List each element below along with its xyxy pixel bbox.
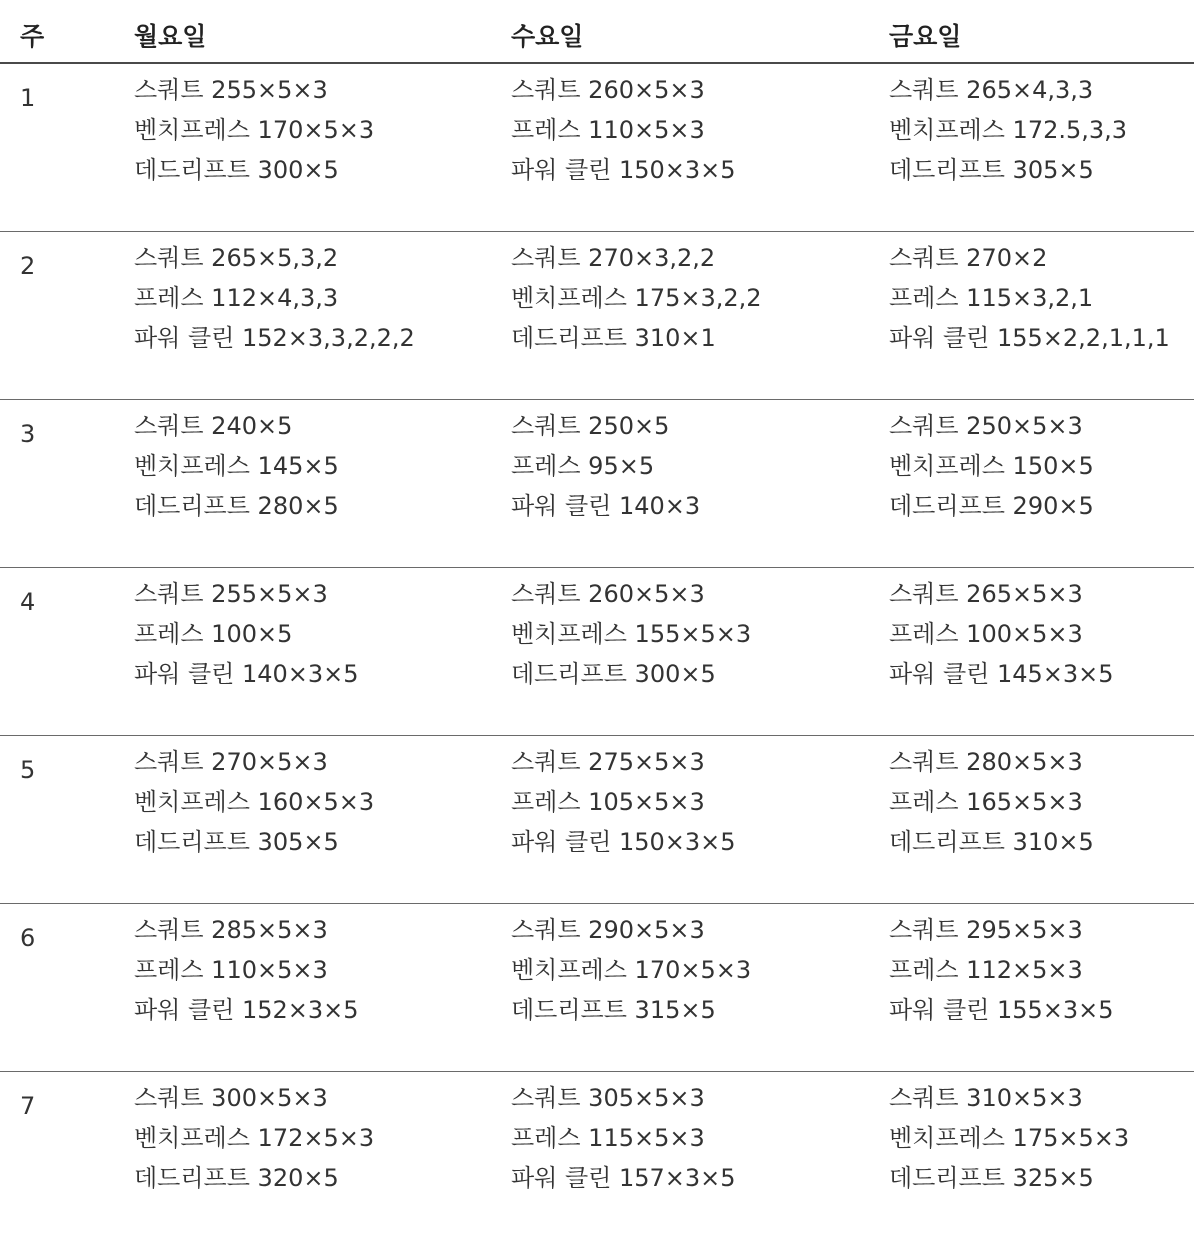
exercise-line: 데드리프트 320×5 [134,1164,339,1192]
exercise-line: 스쿼트 265×5×3 [889,580,1083,608]
exercise-line: 스쿼트 295×5×3 [889,916,1083,944]
monday-cell [134,70,374,190]
exercise-line: 파워 클린 155×3×5 [889,996,1114,1024]
exercise-line: 프레스 115×5×3 [511,1124,705,1152]
exercise-line: 프레스 100×5×3 [889,620,1083,648]
exercise-line: 벤치프레스 145×5 [134,452,339,480]
monday-cell [134,238,415,358]
exercise-line: 파워 클린 145×3×5 [889,660,1114,688]
exercise-line: 스쿼트 290×5×3 [511,916,705,944]
exercise-line: 벤치프레스 155×5×3 [511,620,752,648]
exercise-line: 스쿼트 300×5×3 [134,1084,328,1112]
week-number: 2 [20,252,36,280]
friday-cell [889,70,1127,190]
exercise-line: 스쿼트 265×5,3,2 [134,244,339,272]
exercise-line: 프레스 95×5 [511,452,655,480]
wednesday-cell [511,406,700,526]
exercise-line: 스쿼트 260×5×3 [511,76,705,104]
exercise-line: 스쿼트 270×2 [889,244,1048,272]
exercise-line: 파워 클린 140×3×5 [134,660,359,688]
exercise-line: 스쿼트 265×4,3,3 [889,76,1094,104]
exercise-line: 스쿼트 260×5×3 [511,580,705,608]
exercise-line: 데드리프트 310×1 [511,324,716,352]
monday-cell [134,406,339,526]
exercise-line: 벤치프레스 170×5×3 [511,956,752,984]
table-row [0,568,1194,736]
exercise-line: 스쿼트 275×5×3 [511,748,705,776]
exercise-line: 스쿼트 255×5×3 [134,580,328,608]
exercise-line: 파워 클린 140×3 [511,492,701,520]
wednesday-cell [511,1078,736,1198]
week-number: 5 [20,756,36,784]
week-number: 7 [20,1092,36,1120]
exercise-line: 프레스 112×5×3 [889,956,1083,984]
table-row [0,1072,1194,1239]
exercise-line: 파워 클린 152×3,3,2,2,2 [134,324,415,352]
exercise-line: 데드리프트 300×5 [134,156,339,184]
header-wednesday: 수요일 [511,22,584,51]
exercise-line: 프레스 115×3,2,1 [889,284,1094,312]
friday-cell [889,1078,1129,1198]
friday-cell [889,238,1170,358]
header-week: 주 [20,22,45,51]
week-number: 6 [20,924,36,952]
monday-cell [134,574,359,694]
exercise-line: 스쿼트 250×5 [511,412,670,440]
exercise-line: 프레스 105×5×3 [511,788,705,816]
exercise-line: 데드리프트 290×5 [889,492,1094,520]
exercise-line: 벤치프레스 175×3,2,2 [511,284,762,312]
exercise-line: 파워 클린 157×3×5 [511,1164,736,1192]
exercise-line: 프레스 110×5×3 [511,116,705,144]
monday-cell [134,742,374,862]
exercise-line: 벤치프레스 150×5 [889,452,1094,480]
exercise-line: 파워 클린 150×3×5 [511,156,736,184]
exercise-line: 스쿼트 285×5×3 [134,916,328,944]
exercise-line: 벤치프레스 160×5×3 [134,788,375,816]
friday-cell [889,910,1114,1030]
exercise-line: 스쿼트 310×5×3 [889,1084,1083,1112]
wednesday-cell [511,742,736,862]
wednesday-cell [511,574,751,694]
header-monday: 월요일 [134,22,207,51]
exercise-line: 파워 클린 152×3×5 [134,996,359,1024]
table-row [0,400,1194,568]
friday-cell [889,742,1094,862]
exercise-line: 데드리프트 305×5 [134,828,339,856]
exercise-line: 스쿼트 240×5 [134,412,293,440]
exercise-line: 벤치프레스 172.5,3,3 [889,116,1128,144]
exercise-line: 프레스 100×5 [134,620,293,648]
exercise-line: 스쿼트 255×5×3 [134,76,328,104]
table-row [0,232,1194,400]
table-row [0,736,1194,904]
exercise-line: 프레스 112×4,3,3 [134,284,339,312]
exercise-line: 파워 클린 150×3×5 [511,828,736,856]
exercise-line: 데드리프트 325×5 [889,1164,1094,1192]
header-friday: 금요일 [889,22,962,51]
wednesday-cell [511,70,736,190]
week-number: 3 [20,420,36,448]
exercise-line: 벤치프레스 172×5×3 [134,1124,375,1152]
exercise-line: 데드리프트 305×5 [889,156,1094,184]
exercise-line: 데드리프트 280×5 [134,492,339,520]
friday-cell [889,406,1094,526]
exercise-line: 데드리프트 310×5 [889,828,1094,856]
exercise-line: 데드리프트 315×5 [511,996,716,1024]
exercise-line: 스쿼트 305×5×3 [511,1084,705,1112]
exercise-line: 스쿼트 270×3,2,2 [511,244,716,272]
wednesday-cell [511,238,762,358]
exercise-line: 벤치프레스 175×5×3 [889,1124,1130,1152]
exercise-line: 스쿼트 250×5×3 [889,412,1083,440]
wednesday-cell [511,910,751,1030]
exercise-line: 프레스 110×5×3 [134,956,328,984]
exercise-line: 파워 클린 155×2,2,1,1,1 [889,324,1170,352]
week-number: 1 [20,84,36,112]
table-row [0,64,1194,232]
exercise-line: 데드리프트 300×5 [511,660,716,688]
monday-cell [134,1078,374,1198]
exercise-line: 스쿼트 270×5×3 [134,748,328,776]
table-header [0,0,1194,64]
monday-cell [134,910,359,1030]
friday-cell [889,574,1114,694]
week-number: 4 [20,588,36,616]
exercise-line: 벤치프레스 170×5×3 [134,116,375,144]
exercise-line: 스쿼트 280×5×3 [889,748,1083,776]
exercise-line: 프레스 165×5×3 [889,788,1083,816]
table-row [0,904,1194,1072]
